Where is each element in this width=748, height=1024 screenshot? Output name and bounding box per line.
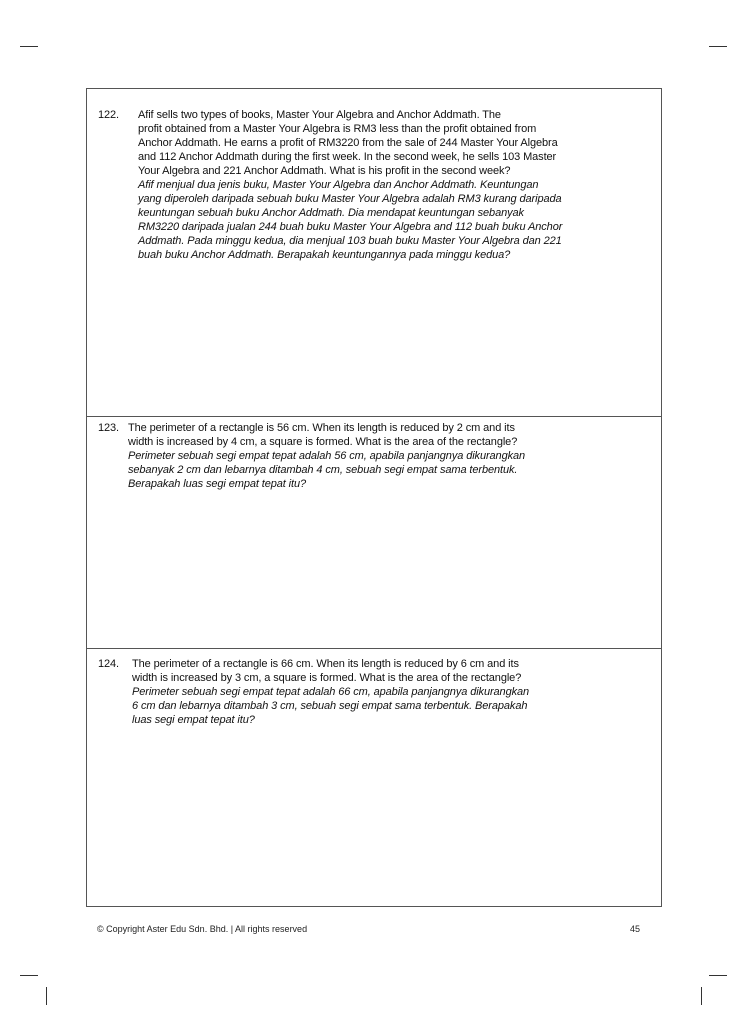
question-text-ms: Berapakah luas segi empat tepat itu? (128, 478, 307, 490)
question-text-en: The perimeter of a rectangle is 66 cm. When its length is reduced by 6 cm and its (132, 658, 519, 670)
crop-mark-top-right (709, 46, 727, 47)
question-text-en: Anchor Addmath. He earns a profit of RM3220 from the sale of 244 Master Your Algebra (138, 137, 558, 149)
question-text-ms: sebanyak 2 cm dan lebarnya ditambah 4 cm, sebuah segi empat sama terbentuk. (128, 464, 518, 476)
question-number: 122. (98, 109, 120, 121)
question-text-en: profit obtained from a Master Your Algebra is RM3 less than the profit obtained from (138, 123, 537, 135)
question-text-en: width is increased by 3 cm, a square is formed. What is the area of the rectangle? (132, 672, 522, 684)
question-number: 124. (98, 658, 120, 670)
question-122-box (87, 89, 661, 416)
question-text-ms: Afif menjual dua jenis buku, Master Your Algebra dan Anchor Addmath. Keuntungan (138, 179, 539, 191)
page-number: 45 (630, 924, 641, 934)
question-text-en: width is increased by 4 cm, a square is formed. What is the area of the rectangle? (128, 436, 518, 448)
worksheet-frame (86, 88, 662, 907)
question-text-ms: buah buku Anchor Addmath. Berapakah keuntungannya pada minggu kedua? (138, 249, 511, 261)
question-text-ms: yang diperoleh daripada sebuah buku Master Your Algebra adalah RM3 kurang daripada (138, 193, 562, 205)
question-number: 123. (98, 422, 120, 434)
question-123 (98, 421, 525, 491)
question-text-ms: 6 cm dan lebarnya ditambah 3 cm, sebuah segi empat sama terbentuk. Berapakah (132, 700, 528, 712)
question-124-box (87, 648, 661, 906)
question-text-ms: Addmath. Pada minggu kedua, dia menjual 103 buah buku Master Your Algebra dan 221 (138, 235, 562, 247)
question-123-box (87, 416, 661, 648)
question-text-en: The perimeter of a rectangle is 56 cm. When its length is reduced by 2 cm and its (128, 422, 515, 434)
question-text-en: Afif sells two types of books, Master Your Algebra and Anchor Addmath. The (138, 109, 501, 121)
crop-mark-bottom-left (20, 975, 38, 976)
question-text-en: Your Algebra and 221 Anchor Addmath. What is his profit in the second week? (138, 165, 511, 177)
question-text-ms: RM3220 daripada jualan 244 buah buku Master Your Algebra and 112 buah buku Anchor (138, 221, 563, 233)
crop-mark-bottom-right-vertical (701, 987, 702, 1005)
crop-mark-bottom-left-vertical (46, 987, 47, 1005)
crop-mark-top-left (20, 46, 38, 47)
question-text-ms: keuntungan sebuah buku Anchor Addmath. Dia mendapat keuntungan sebanyak (138, 207, 524, 219)
question-122 (98, 108, 562, 262)
crop-mark-bottom-right (709, 975, 727, 976)
footer-copyright: © Copyright Aster Edu Sdn. Bhd. | All rights reserved (97, 924, 308, 934)
question-text-ms: Perimeter sebuah segi empat tepat adalah 56 cm, apabila panjangnya dikurangkan (128, 450, 526, 462)
question-text-en: and 112 Anchor Addmath during the first week. In the second week, he sells 103 Master (138, 151, 557, 163)
question-text-ms: luas segi empat tepat itu? (132, 714, 255, 726)
question-124 (98, 657, 529, 727)
question-text-ms: Perimeter sebuah segi empat tepat adalah 66 cm, apabila panjangnya dikurangkan (132, 686, 530, 698)
